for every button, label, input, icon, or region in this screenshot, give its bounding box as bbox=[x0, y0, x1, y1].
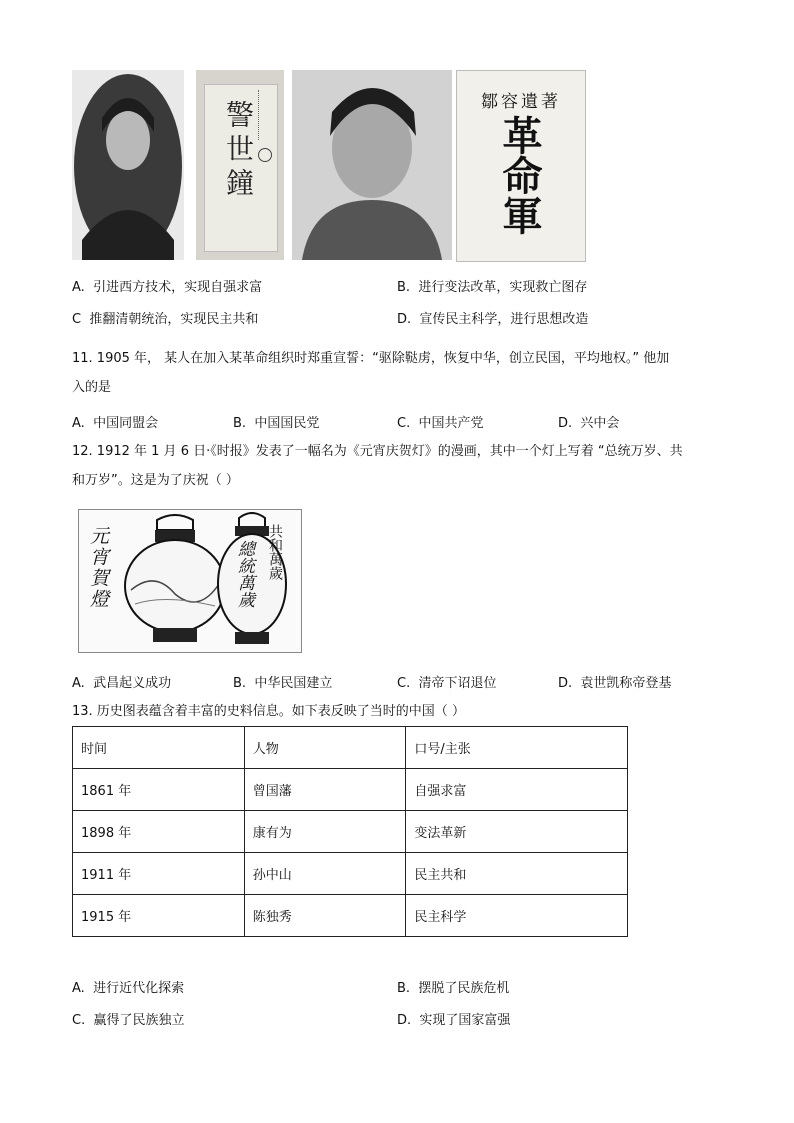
q13-line-1: 13. 历史图表蕴含着丰富的史料信息。如下表反映了当时的中国（ ） bbox=[72, 704, 465, 719]
option-text: 中国同盟会 bbox=[93, 416, 159, 431]
lantern-text-gonghe: 共和萬歲 bbox=[267, 524, 283, 580]
table-cell: 陈独秀 bbox=[244, 895, 406, 937]
q13-option-a bbox=[72, 977, 184, 996]
q10-option-d bbox=[397, 308, 588, 327]
q11-option-a bbox=[72, 412, 158, 431]
book-cover-gemingjun bbox=[456, 70, 586, 262]
history-table bbox=[72, 726, 628, 937]
table-cell: 民主共和 bbox=[406, 853, 628, 895]
table-row bbox=[73, 895, 628, 937]
table-row bbox=[73, 811, 628, 853]
q11-line-1: 11. 1905 年， 某人在加入某革命组织时郑重宣誓：“驱除鞑虏，恢复中华，创立民国，平均地权。” 他加 bbox=[72, 351, 670, 366]
option-letter: D. bbox=[558, 676, 573, 691]
option-text: 摆脱了民族危机 bbox=[418, 981, 510, 996]
option-text: 武昌起义成功 bbox=[93, 676, 172, 691]
lantern-text-zongtong: 總統萬歲 bbox=[234, 540, 254, 608]
option-letter: B. bbox=[233, 676, 247, 691]
option-text: 引进西方技术，实现自强求富 bbox=[93, 280, 263, 295]
table-cell: 康有为 bbox=[244, 811, 406, 853]
q12-option-c bbox=[397, 672, 497, 691]
option-letter: C. bbox=[397, 676, 411, 691]
option-letter: A. bbox=[72, 981, 85, 996]
option-letter: C. bbox=[72, 1013, 86, 1028]
option-letter: A. bbox=[72, 280, 85, 295]
option-text: 进行近代化探索 bbox=[93, 981, 185, 996]
table-cell: 民主科学 bbox=[406, 895, 628, 937]
option-letter: B. bbox=[397, 280, 411, 295]
portrait-oval-photo bbox=[72, 70, 184, 260]
table-header-row bbox=[73, 727, 628, 769]
q13-option-d bbox=[397, 1009, 510, 1028]
q13-option-c bbox=[72, 1009, 185, 1028]
historical-photo-strip bbox=[72, 70, 584, 260]
option-letter: C bbox=[72, 312, 82, 327]
q12-option-b bbox=[233, 672, 332, 691]
book-title-gemingjun: 革命軍 bbox=[496, 115, 543, 235]
option-letter: C. bbox=[397, 416, 411, 431]
q11-option-c bbox=[397, 412, 484, 431]
option-text: 兴中会 bbox=[580, 416, 620, 431]
option-letter: D. bbox=[558, 416, 573, 431]
q11-option-d bbox=[558, 412, 619, 431]
option-text: 宣传民主科学，进行思想改造 bbox=[419, 312, 589, 327]
portrait-young-man-photo bbox=[292, 70, 452, 260]
option-letter: D. bbox=[397, 312, 412, 327]
lantern-cartoon-image bbox=[78, 509, 302, 653]
cartoon-caption: 元宵賀燈 bbox=[87, 526, 109, 610]
table-cell: 孙中山 bbox=[244, 853, 406, 895]
q11-option-b bbox=[233, 412, 319, 431]
option-letter: A. bbox=[72, 416, 85, 431]
option-text: 推翻清朝统治，实现民主共和 bbox=[89, 312, 259, 327]
book-author-line: 鄒容遺著 bbox=[481, 92, 561, 112]
q13-option-b bbox=[397, 977, 509, 996]
option-text: 清帝下诏退位 bbox=[418, 676, 497, 691]
table-header-cell: 口号/主张 bbox=[406, 727, 628, 769]
option-letter: B. bbox=[233, 416, 247, 431]
table-cell: 曾国藩 bbox=[244, 769, 406, 811]
table-header-cell: 时间 bbox=[73, 727, 245, 769]
option-text: 中国国民党 bbox=[254, 416, 320, 431]
q12-stem bbox=[72, 437, 722, 495]
q11-line-2: 入的是 bbox=[72, 380, 112, 395]
q10-option-a bbox=[72, 276, 262, 295]
q12-option-d bbox=[558, 672, 671, 691]
option-text: 进行变法改革，实现救亡图存 bbox=[418, 280, 588, 295]
table-cell: 自强求富 bbox=[406, 769, 628, 811]
option-text: 实现了国家富强 bbox=[419, 1013, 511, 1028]
table-cell: 变法革新 bbox=[406, 811, 628, 853]
book-cover-jingshizhong bbox=[196, 70, 284, 260]
table-row bbox=[73, 853, 628, 895]
book-title-jingshizhong: 警世鐘 bbox=[222, 100, 255, 202]
table-cell: 1898 年 bbox=[73, 811, 245, 853]
table-header-cell: 人物 bbox=[244, 727, 406, 769]
q11-stem bbox=[72, 344, 722, 402]
table-cell: 1861 年 bbox=[73, 769, 245, 811]
option-text: 中国共产党 bbox=[418, 416, 484, 431]
option-letter: A. bbox=[72, 676, 85, 691]
option-letter: B. bbox=[397, 981, 411, 996]
table-cell: 1915 年 bbox=[73, 895, 245, 937]
q10-option-b bbox=[397, 276, 587, 295]
table-cell: 1911 年 bbox=[73, 853, 245, 895]
option-text: 中华民国建立 bbox=[254, 676, 333, 691]
q12-line-2: 和万岁”。这是为了庆祝（ ） bbox=[72, 473, 239, 488]
option-text: 赢得了民族独立 bbox=[93, 1013, 185, 1028]
q12-option-a bbox=[72, 672, 171, 691]
q12-line-1: 12. 1912 年 1 月 6 日·《时报》发表了一幅名为《元宵庆贺灯》的漫画，其中一个灯上写着 “总统万岁、共 bbox=[72, 444, 683, 459]
q13-stem bbox=[72, 697, 722, 726]
option-text: 袁世凯称帝登基 bbox=[580, 676, 672, 691]
table-row bbox=[73, 769, 628, 811]
q10-option-c bbox=[72, 308, 258, 327]
option-letter: D. bbox=[397, 1013, 412, 1028]
